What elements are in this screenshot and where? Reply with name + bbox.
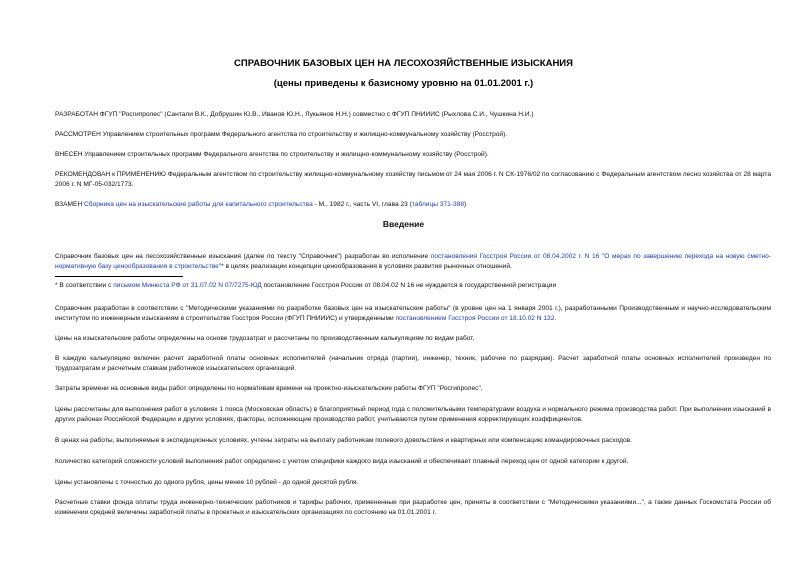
paragraph-labor-costs: Цены на изыскательские работы определены на основе трудозатрат и рассчитаны по производственным калькуляциям по видам работ. xyxy=(55,335,475,342)
paragraph-conditions: Цены рассчитаны для выполнения работ в условиях 1 пояса (Московская область) в благоприятный период года с положительными температурами воздуха и нормального режима производства работ. При выполнении изысканий в других районах Российской Федерации и других условиях, факторы, осложняющие производство работ, учитываются путем применения корректирующих коэффициентов. xyxy=(55,406,771,423)
paragraph-categories: Количество категорий сложности условий выполнения работ определено с учетом специфики каждого вида изысканий и обеспечивает плавный переход цен от одной категории к другой. xyxy=(55,458,629,465)
intro-text-pre: Справочник базовых цен на лесохозяйственные изыскания (далее по тексту "Справочник") разработан во исполнение xyxy=(55,253,431,260)
paragraph-wage-rates: Расчетные ставки фонда оплаты труда инженерно-технических работников и тарифы рабочих, примененные при разработке цен, приняты в соответствии с "Методическими указаниями...", а также данных Госкомстата России об изменении средней величины заработной платы в проектных и изыскательских организациях по состоянию на 01.01.2001 г. xyxy=(55,499,771,516)
section-heading-introduction: Введение xyxy=(382,219,425,229)
paragraph-expedition: В ценах на работы, выполняемые в экспедиционных условиях, учтены затраты на выплату работникам полевого довольствия и квартирных или компенсацию командировочных расходов. xyxy=(55,437,632,444)
link-gosstroy-resolution-132[interactable]: постановлением Госстроя России от 18.10.02 N 132 xyxy=(395,314,555,322)
paragraph-reviewed: РАССМОТРЕН Управлением строительных программ Федерального агентства по строительству и жилищно-коммунальному хозяйству (Росстрой). xyxy=(55,131,508,138)
methodology-text-pre: Справочник разработан в соответствии с "Методическими указаниями по разработке базовых цен на изыскательские работы" (в уровне цен на 1 января 2001 г.), разработанными Производственным и научно-исследовательским институтом по инженерным изысканиям в строительстве Госстроя России (ФГУП ПНИИИС) и утвержденными xyxy=(55,305,771,322)
replaces-text-mid: - М., 1982 г., часть VI, глава 23 ( xyxy=(312,201,412,208)
replaces-text-post: ) xyxy=(464,201,467,208)
link-gosstroy-resolution-16[interactable]: постановления Госстроя России от 08.04.2002 г. N 16 "О мерах по завершению перехода на новую сметно-нормативную базу ценообразования в строительстве" xyxy=(55,253,772,270)
paragraph-recommended: РЕКОМЕНДОВАН к ПРИМЕНЕНИЮ Федеральным агентством по строительству жилищно-коммунальному хозяйству письмом от 24 мая 2006 г. N СК-1976/02 по согласованию с Федеральным агентством лесно хозяйства от 28 марта 2006 г. N МГ-05-032/1773. xyxy=(55,171,771,188)
link-tables-371-388[interactable]: таблицы 371-388 xyxy=(411,201,465,208)
paragraph-methodology xyxy=(55,304,771,323)
paragraph-time-norms: Затраты времени на основные виды работ определены по нормативам времени на проектно-изыскательские работы ФГУП "Росгипролес". xyxy=(55,385,483,392)
paragraph-submitted: ВНЕСЕН Управлением строительных программ Федерального агентства по строительству и жилищно-коммунальному хозяйству (Росстрой). xyxy=(55,151,489,158)
link-collection-prices[interactable]: Сборника цен на изыскательские работы для капитального строительства xyxy=(84,201,313,208)
paragraph-developed: РАЗРАБОТАН ФГУП "Росгипролес" (Сантали В.К., Добрушин Ю.В., Иванов Ю.Н., Лукьянов Н.Н.) совместно с ФГУП ПНИИИС (Рыхлова С.И., Чушкина Н.И.) xyxy=(55,111,534,118)
paragraph-precision: Цены установлены с точностью до одного рубля, цены менее 10 рублей - до одной десятой рубля. xyxy=(55,479,359,486)
document-subtitle: (цены приведены к базисному уровню на 01.01.2001 г.) xyxy=(273,78,534,89)
paragraph-intro xyxy=(55,252,771,271)
replaces-text-pre: ВЗАМЕН xyxy=(55,201,85,208)
methodology-text-post: . xyxy=(554,314,557,322)
footnote-text-pre: * В соответствии с xyxy=(55,282,114,289)
footnote-text-post: постановление Госстроя России от 08.04.02 N 16 не нуждается в государственной регистрации xyxy=(261,282,557,289)
paragraph-calculations: В каждую калькуляцию включен расчет заработной платы основных исполнителей (начальник отряда (партии), инженер, техник, рабочие по разрядам). Расчет заработной платы основных исполнителей произведен по трудозатратам и расчетным ставкам работников изыскательских организаций. xyxy=(55,355,771,372)
document-title: СПРАВОЧНИК БАЗОВЫХ ЦЕН НА ЛЕСОХОЗЯЙСТВЕННЫЕ ИЗЫСКАНИЯ xyxy=(234,58,573,69)
paragraph-replaces xyxy=(55,200,771,210)
link-minjust-letter[interactable]: письмом Минюста РФ от 31.07.02 N 07/7275-ЮД xyxy=(113,282,262,289)
footnote-divider xyxy=(55,276,183,277)
footnote xyxy=(55,281,771,291)
intro-text-post: * в целях реализации концепции ценообразования в условиях развития рыночных отношений. xyxy=(221,262,512,270)
